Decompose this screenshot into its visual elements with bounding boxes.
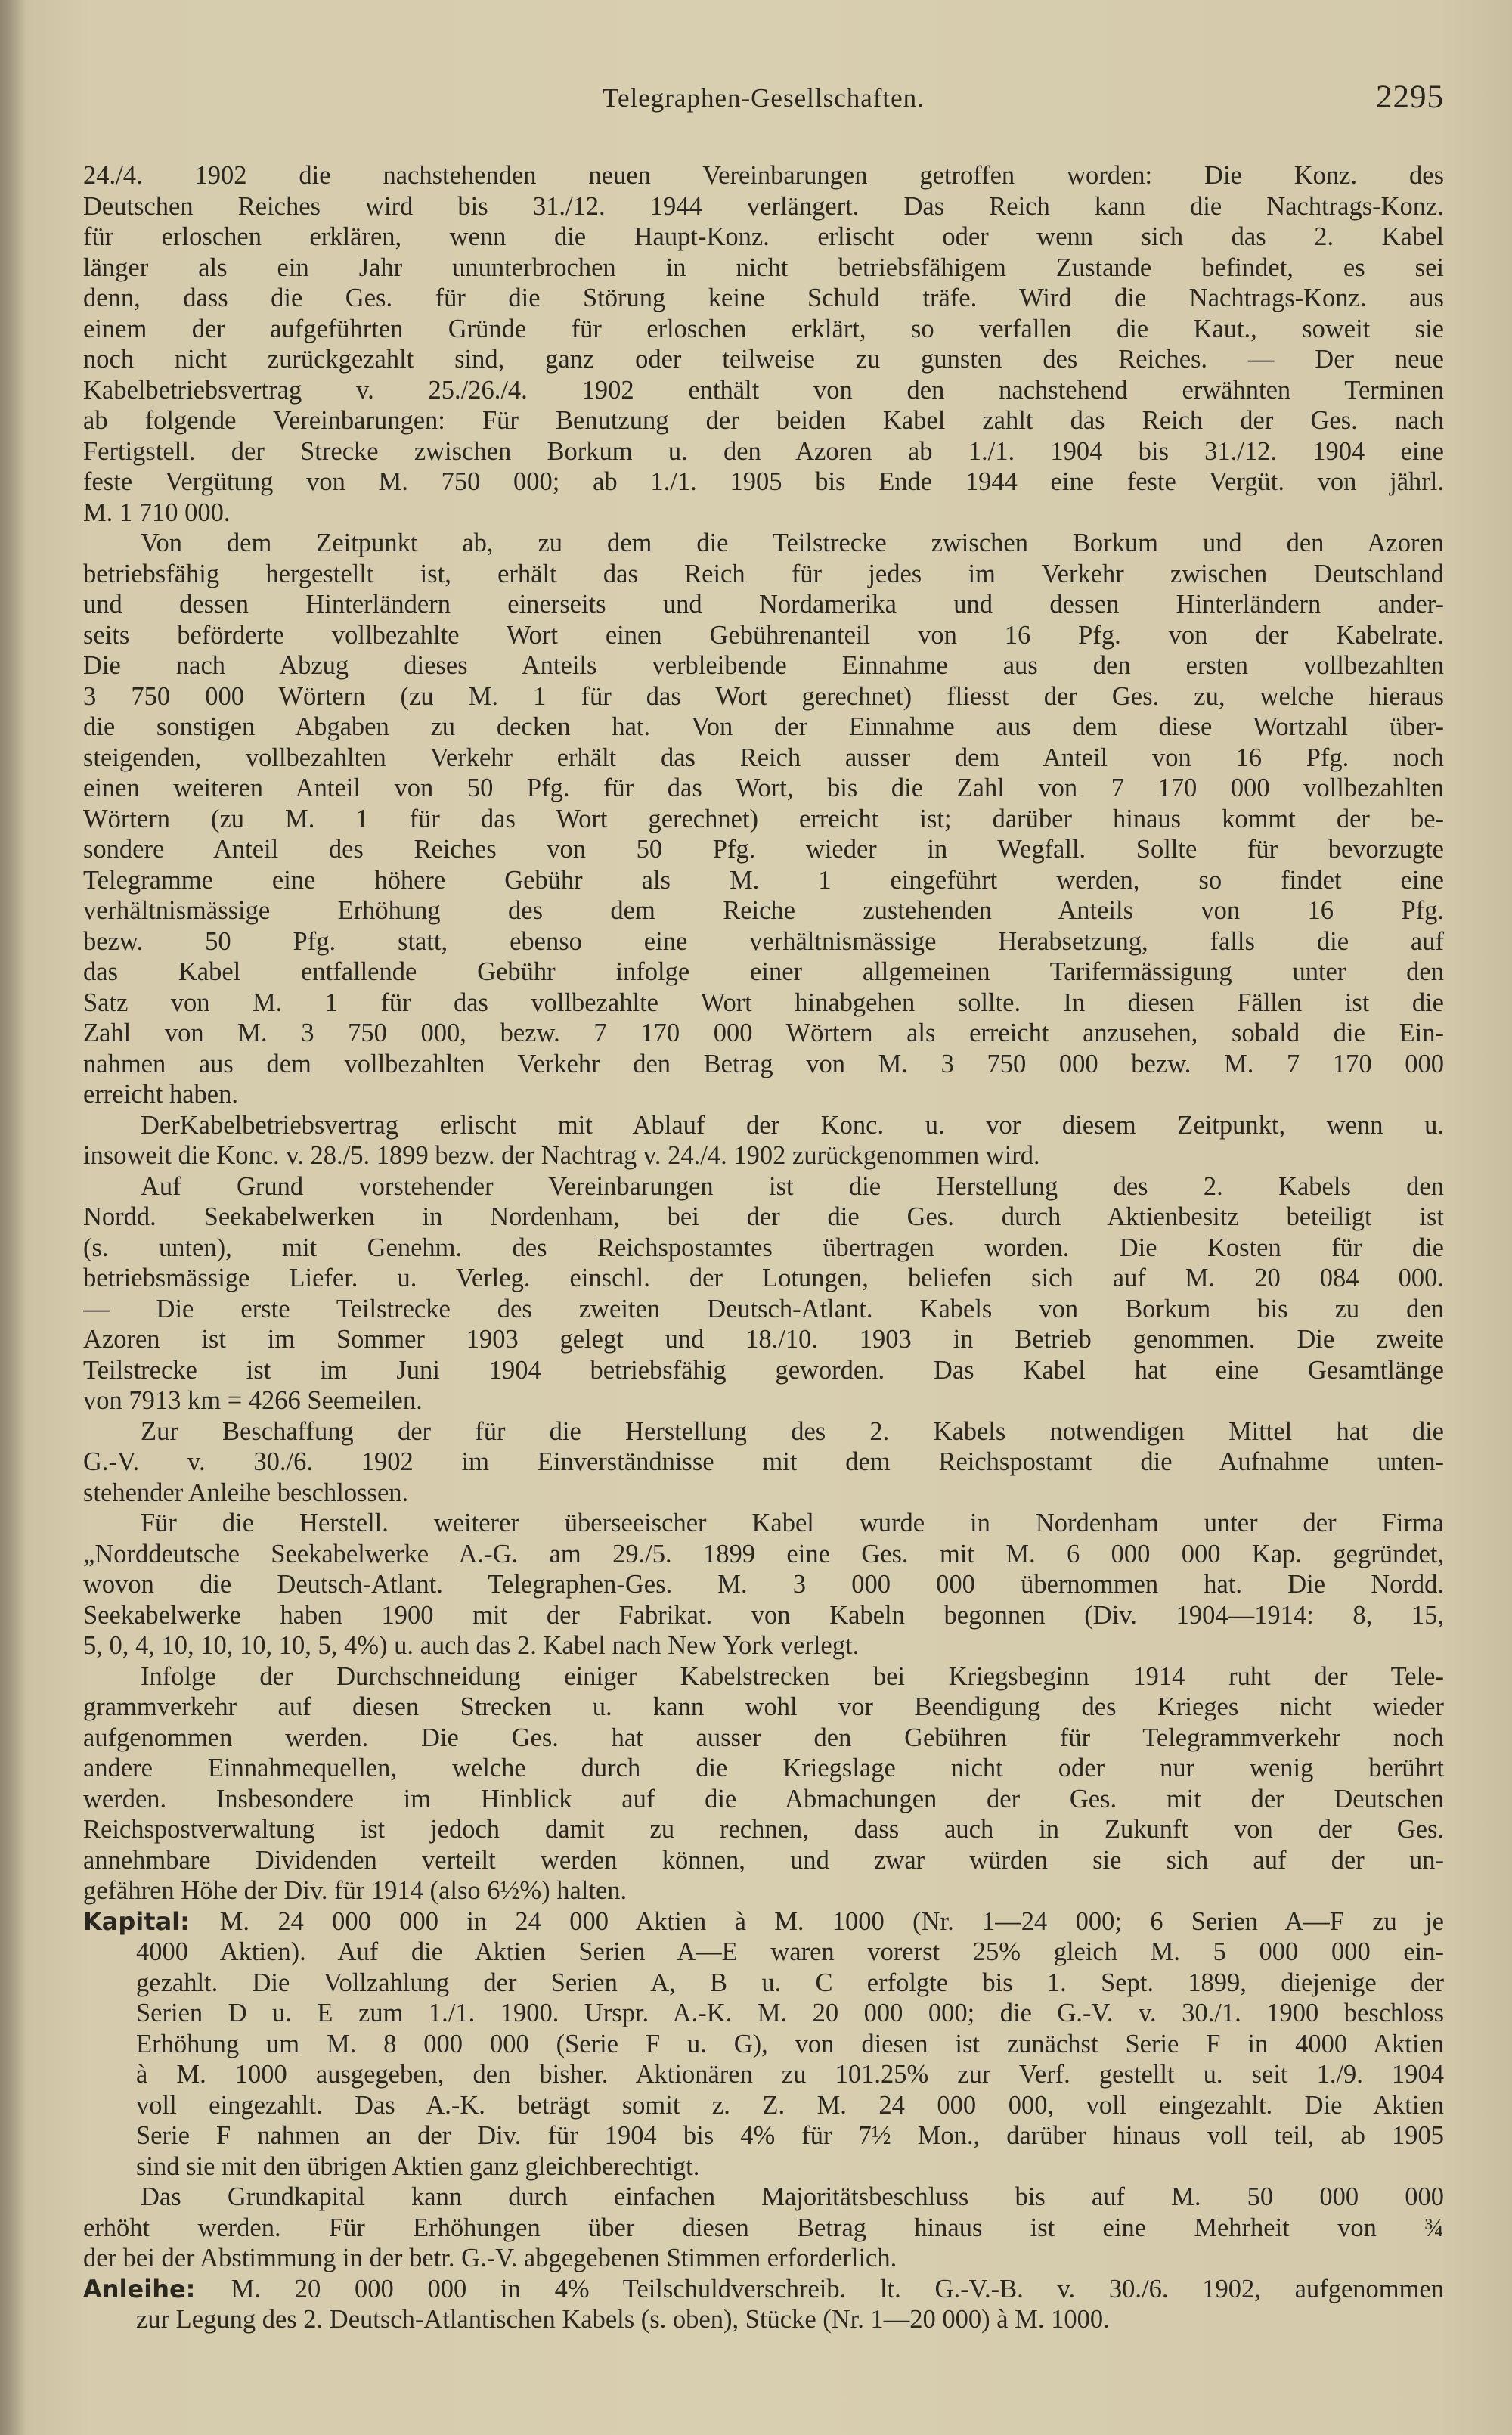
text-line: Das Grundkapital kann durch einfachen Majoritätsbeschluss bis auf M. 50 000 000	[141, 2182, 1444, 2211]
paragraph	[83, 160, 1444, 528]
text-line: à M. 1000 ausgegeben, den bisher. Aktionären zu 101.25% zur Verf. gestellt u. seit 1./9. 1904	[136, 2060, 1444, 2089]
text-line: „Norddeutsche Seekabelwerke A.-G. am 29./5. 1899 eine Ges. mit M. 6 000 000 Kap. gegründet,	[83, 1539, 1444, 1568]
body-text	[83, 160, 1444, 2335]
text-line: insoweit die Konc. v. 28./5. 1899 bezw. der Nachtrag v. 24./4. 1902 zurückgenommen wird.	[83, 1141, 1040, 1170]
text-line: Deutschen Reiches wird bis 31./12. 1944 verlängert. Das Reich kann die Nachtrags-Konz.	[83, 191, 1444, 221]
text-line: Azoren ist im Sommer 1903 gelegt und 18./10. 1903 in Betrieb genommen. Die zweite	[83, 1325, 1444, 1354]
text-line: bezw. 50 Pfg. statt, ebenso eine verhältnismässige Herabsetzung, falls die auf	[83, 926, 1444, 956]
text-line: die sonstigen Abgaben zu decken hat. Von der Einnahme aus dem diese Wortzahl über-	[83, 712, 1444, 741]
text-line: Wörtern (zu M. 1 für das Wort gerechnet) erreicht ist; darüber hinaus kommt der be-	[83, 804, 1444, 833]
text-line: sondere Anteil des Reiches von 50 Pfg. wieder in Wegfall. Sollte für bevorzugte	[83, 835, 1444, 864]
text-line: Zur Beschaffung der für die Herstellung des 2. Kabels notwendigen Mittel hat die	[141, 1416, 1444, 1446]
text-line: und dessen Hinterländern einerseits und Nordamerika und dessen Hinterländern ander-	[83, 590, 1444, 619]
text-line: Die nach Abzug dieses Anteils verbleibende Einnahme aus den ersten vollbezahlten	[83, 651, 1444, 680]
text-line: Teilstrecke ist im Juni 1904 betriebsfähig geworden. Das Kabel hat eine Gesamtlänge	[83, 1355, 1444, 1385]
text-line: nahmen aus dem vollbezahlten Verkehr den Betrag von M. 3 750 000 bezw. M. 7 170 000	[83, 1049, 1444, 1078]
text-line: verhältnismässige Erhöhung des dem Reiche zustehenden Anteils von 16 Pfg.	[83, 896, 1444, 925]
page-header	[83, 79, 1444, 124]
text-line: steigenden, vollbezahlten Verkehr erhält das Reich ausser dem Anteil von 16 Pfg. noch	[83, 743, 1444, 772]
text-line: Auf Grund vorstehender Vereinbarungen ist die Herstellung des 2. Kabels den	[141, 1171, 1444, 1201]
paragraph	[83, 1508, 1444, 1661]
paragraph	[83, 2274, 1444, 2335]
section-label: Anleihe:	[83, 2274, 231, 2303]
paragraph	[83, 1416, 1444, 1509]
paragraph	[83, 528, 1444, 1110]
text-line: Infolge der Durchschneidung einiger Kabelstrecken bei Kriegsbeginn 1914 ruht der Tele-	[141, 1661, 1444, 1691]
text-line: Seekabelwerke haben 1900 mit der Fabrikat. von Kabeln begonnen (Div. 1904—1914: 8, 15,	[83, 1600, 1444, 1630]
text-line: gefähren Höhe der Div. für 1914 (also 6½%) halten.	[83, 1876, 627, 1905]
text-line: feste Vergütung von M. 750 000; ab 1./1. 1905 bis Ende 1944 eine feste Vergüt. von jährl.	[83, 467, 1444, 496]
text-line: betriebsfähig hergestellt ist, erhält das Reich für jedes im Verkehr zwischen Deutschland	[83, 559, 1444, 588]
text-line: der bei der Abstimmung in der betr. G.-V. abgegebenen Stimmen erforderlich.	[83, 2244, 897, 2272]
text-line: G.-V. v. 30./6. 1902 im Einverständnisse mit dem Reichspostamt die Aufnahme unten-	[83, 1447, 1444, 1476]
text-line: erreicht haben.	[83, 1080, 238, 1109]
text-line: noch nicht zurückgezahlt sind, ganz oder teilweise zu gunsten des Reiches. — Der neue	[83, 345, 1444, 374]
text-line: Von dem Zeitpunkt ab, zu dem die Teilstrecke zwischen Borkum und den Azoren	[141, 529, 1444, 557]
text-line: Erhöhung um M. 8 000 000 (Serie F u. G), von diesen ist zunächst Serie F in 4000 Aktien	[136, 2029, 1444, 2058]
text-line: — Die erste Teilstrecke des zweiten Deutsch-Atlant. Kabels von Borkum bis zu den	[83, 1294, 1444, 1323]
line-text: M. 24 000 000 in 24 000 Aktien à M. 1000 (Nr. 1—24 000; 6 Serien A—F zu je	[219, 1906, 1444, 1936]
text-line: von 7913 km = 4266 Seemeilen.	[83, 1386, 423, 1415]
text-line: gezahlt. Die Vollzahlung der Serien A, B u. C erfolgte bis 1. Sept. 1899, diejenige der	[136, 1968, 1444, 1997]
text-line: zur Legung des 2. Deutsch-Atlantischen Kabels (s. oben), Stücke (Nr. 1—20 000) à M. 1000.	[136, 2305, 1110, 2334]
text-line	[83, 2274, 1444, 2305]
text-line: M. 1 710 000.	[83, 498, 231, 527]
text-line: 24./4. 1902 die nachstehenden neuen Vereinbarungen getroffen worden: Die Konz. des	[83, 161, 1444, 190]
text-line: Für die Herstell. weiterer überseeischer Kabel wurde in Nordenham unter der Firma	[141, 1509, 1444, 1537]
paragraph	[83, 1906, 1444, 2182]
text-line: Zahl von M. 3 750 000, bezw. 7 170 000 Wörtern als erreicht anzusehen, sobald die Ein-	[83, 1019, 1444, 1047]
page-number: 2295	[1376, 79, 1444, 115]
text-line	[83, 1906, 1444, 1937]
text-line: aufgenommen werden. Die Ges. hat ausser den Gebühren für Telegrammverkehr noch	[83, 1723, 1444, 1752]
text-line: länger als ein Jahr ununterbrochen in nicht betriebsfähigem Zustande befindet, es sei	[83, 253, 1444, 282]
text-line: Telegramme eine höhere Gebühr als M. 1 eingeführt werden, so findet eine	[83, 865, 1444, 895]
paragraph	[83, 1171, 1444, 1416]
text-line: stehender Anleihe beschlossen.	[83, 1478, 409, 1507]
text-line: Kabelbetriebsvertrag v. 25./26./4. 1902 enthält von den nachstehend erwähnten Terminen	[83, 375, 1444, 405]
text-line: Serien D u. E zum 1./1. 1900. Urspr. A.-K. M. 20 000 000; die G.-V. v. 30./1. 1900 beschloss	[136, 1999, 1444, 2027]
text-line: wovon die Deutsch-Atlant. Telegraphen-Ges. M. 3 000 000 übernommen hat. Die Nordd.	[83, 1570, 1444, 1599]
paragraph	[83, 2182, 1444, 2274]
text-line: 4000 Aktien). Auf die Aktien Serien A—E waren vorerst 25% gleich M. 5 000 000 ein-	[136, 1937, 1444, 1966]
text-line: 5, 0, 4, 10, 10, 10, 10, 5, 4%) u. auch das 2. Kabel nach New York verlegt.	[83, 1631, 860, 1660]
text-line: Fertigstell. der Strecke zwischen Borkum u. den Azoren ab 1./1. 1904 bis 31./12. 1904 eine	[83, 436, 1444, 466]
text-line: Reichspostverwaltung ist jedoch damit zu rechnen, dass auch in Zukunft von der Ges.	[83, 1815, 1444, 1844]
paragraph	[83, 1110, 1444, 1171]
binding-shadow	[0, 0, 26, 2435]
text-line: grammverkehr auf diesen Strecken u. kann wohl vor Beendigung des Krieges nicht wieder	[83, 1692, 1444, 1721]
text-line: seits beförderte vollbezahlte Wort einen Gebührenanteil von 16 Pfg. von der Kabelrate.	[83, 620, 1444, 650]
text-line: betriebsmässige Liefer. u. Verleg. einschl. der Lotungen, beliefen sich auf M. 20 084 000.	[83, 1264, 1444, 1292]
text-line: Satz von M. 1 für das vollbezahlte Wort hinabgehen sollte. In diesen Fällen ist die	[83, 988, 1444, 1017]
text-line: einem der aufgeführten Gründe für erloschen erklärt, so verfallen die Kaut., soweit sie	[83, 314, 1444, 343]
text-line: sind sie mit den übrigen Aktien ganz gleichberechtigt.	[136, 2151, 700, 2181]
paragraph	[83, 1661, 1444, 1906]
line-text: M. 20 000 000 in 4% Teilschuldverschreib. lt. G.-V.-B. v. 30./6. 1902, aufgenommen	[231, 2274, 1444, 2303]
text-line: werden. Insbesondere im Hinblick auf die Abmachungen der Ges. mit der Deutschen	[83, 1784, 1444, 1813]
text-line: erhöht werden. Für Erhöhungen über diesen Betrag hinaus ist eine Mehrheit von ¾	[83, 2213, 1444, 2242]
text-line: denn, dass die Ges. für die Störung keine Schuld träfe. Wird die Nachtrags-Konz. aus	[83, 284, 1444, 312]
text-line: Nordd. Seekabelwerken in Nordenham, bei der die Ges. durch Aktienbesitz beteiligt ist	[83, 1202, 1444, 1231]
text-line: ab folgende Vereinbarungen: Für Benutzung der beiden Kabel zahlt das Reich der Ges. nach	[83, 406, 1444, 435]
text-line: andere Einnahmequellen, welche durch die Kriegslage nicht oder nur wenig berührt	[83, 1754, 1444, 1782]
text-line: DerKabelbetriebsvertrag erlischt mit Ablauf der Konc. u. vor diesem Zeitpunkt, wenn u.	[141, 1110, 1444, 1140]
text-line: Serie F nahmen an der Div. für 1904 bis 4% für 7½ Mon., darüber hinaus voll teil, ab 1905	[136, 2121, 1444, 2150]
text-line: für erloschen erklären, wenn die Haupt-Konz. erlischt oder wenn sich das 2. Kabel	[83, 222, 1444, 251]
text-line: (s. unten), mit Genehm. des Reichspostamtes übertragen worden. Die Kosten für die	[83, 1233, 1444, 1262]
running-head: Telegraphen-Gesellschaften.	[603, 83, 925, 113]
text-line: voll eingezahlt. Das A.-K. beträgt somit z. Z. M. 24 000 000, voll eingezahlt. Die Aktien	[136, 2090, 1444, 2120]
text-line: 3 750 000 Wörtern (zu M. 1 für das Wort gerechnet) fliesst der Ges. zu, welche hieraus	[83, 681, 1444, 711]
text-line: einen weiteren Anteil von 50 Pfg. für das Wort, bis die Zahl von 7 170 000 vollbezahlten	[83, 774, 1444, 802]
text-line: annehmbare Dividenden verteilt werden können, und zwar würden sie sich auf der un-	[83, 1845, 1444, 1875]
section-label: Kapital:	[83, 1906, 220, 1936]
text-line: das Kabel entfallende Gebühr infolge einer allgemeinen Tarifermässigung unter den	[83, 957, 1444, 986]
